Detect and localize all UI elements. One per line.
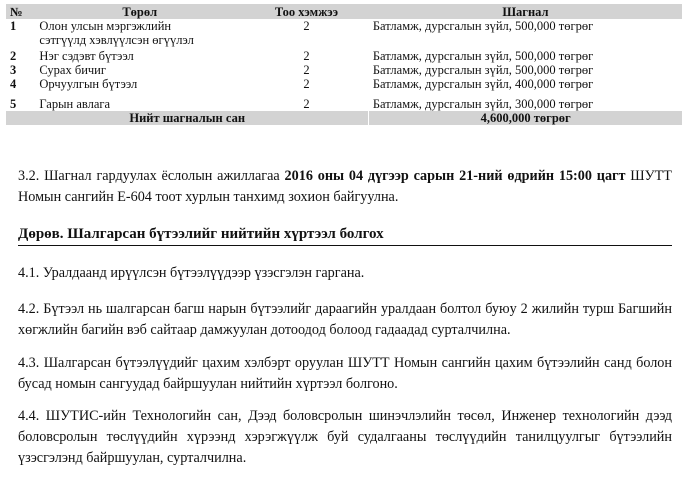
row-quantity: 2 xyxy=(303,63,310,77)
row-prize: Батламж, дурсгалын зүйл, 500,000 төгрөг xyxy=(372,19,594,33)
row-type-line: сэтгүүлд хэвлүүлсэн өгүүлэл xyxy=(39,33,194,47)
row-prize: Батламж, дурсгалын зүйл, 400,000 төгрөг xyxy=(372,77,594,91)
ceremony-datetime: 2016 оны 04 дүгээр сарын 21-ний өдрийн 15:00 цагт xyxy=(284,168,626,184)
row-quantity: 2 xyxy=(303,97,310,111)
table-row xyxy=(6,19,682,49)
total-row xyxy=(6,111,682,125)
paragraph-4-1: 4.1. Уралдаанд ирүүлсэн бүтээлүүдээр үзэсгэлэн гаргана. xyxy=(18,265,365,281)
row-quantity: 2 xyxy=(303,77,310,91)
table-row xyxy=(6,77,682,91)
header-no: № xyxy=(6,4,35,19)
row-number: 5 xyxy=(10,97,17,111)
paragraph-4-2: 4.2. Бүтээл нь шалгарсан багш нарын бүтээлийг дараагийн уралдаан болтол буюу 2 жилийн турш Багшийн хөгжлийн багийн вэб сайтаар дамжуулан дотоодод болоод гадаадад сурталчилна. xyxy=(18,301,672,338)
paragraph-3-2-suffix: ШУТТ Номын сангийн Е-604 тоот хурлын танхимд зохион байгуулна. xyxy=(18,168,672,205)
table-row xyxy=(6,49,682,63)
row-type: Орчуулгын бүтээл xyxy=(39,77,138,91)
paragraph-4-4: 4.4. ШУТИС-ийн Технологийн сан, Дээд боловсролын шинэчлэлийн төсөл, Инженер технологийн дээд боловсролын төслүүдийн хүрээнд хэрэгжүүлж буй судалгааны төслүүдийн танилцуулгыг бүтээлийн үзэсгэлэнд байршуулан, сурталчилна. xyxy=(18,408,672,466)
row-quantity: 2 xyxy=(303,19,310,33)
paragraph-3-2 xyxy=(18,166,672,208)
row-prize: Батламж, дурсгалын зүйл, 500,000 төгрөг xyxy=(372,49,594,63)
table-row xyxy=(6,63,682,77)
row-type: Сурах бичиг xyxy=(39,63,106,77)
row-number: 3 xyxy=(10,63,17,77)
row-number: 1 xyxy=(10,19,17,33)
row-quantity: 2 xyxy=(303,49,310,63)
header-prize: Шагнал xyxy=(369,4,682,19)
row-number: 4 xyxy=(10,77,17,91)
row-prize: Батламж, дурсгалын зүйл, 500,000 төгрөг xyxy=(372,63,594,77)
paragraph-3-2-prefix: 3.2. Шагнал гардуулах ёслолын ажиллагаа xyxy=(18,168,285,184)
row-type: Нэг сэдэвт бүтээл xyxy=(39,49,134,63)
total-value: 4,600,000 төгрөг xyxy=(369,111,682,125)
awards-table xyxy=(6,4,682,125)
paragraph-4-3: 4.3. Шалгарсан бүтээлүүдийг цахим хэлбэрт оруулан ШУТТ Номын сангийн цахим бүтээлийн санд болон бусад номын сангуудад байршуулан нийтийн хүртээл болгоно. xyxy=(18,355,672,392)
row-prize: Батламж, дурсгалын зүйл, 300,000 төгрөг xyxy=(372,97,594,111)
row-type-line: Олон улсын мэргэжлийн xyxy=(39,19,172,33)
row-type: Гарын авлага xyxy=(39,97,111,111)
header-type: Төрөл xyxy=(35,4,244,19)
total-label: Нийт шагналын сан xyxy=(6,111,369,125)
row-type xyxy=(35,19,244,49)
table-header-row xyxy=(6,4,682,19)
section-heading-4: Дөрөв. Шалгарсан бүтээлийг нийтийн хүртээл болгох xyxy=(18,224,672,246)
table-row xyxy=(6,91,682,111)
row-number: 2 xyxy=(10,49,17,63)
header-quantity: Тоо хэмжээ xyxy=(244,4,369,19)
